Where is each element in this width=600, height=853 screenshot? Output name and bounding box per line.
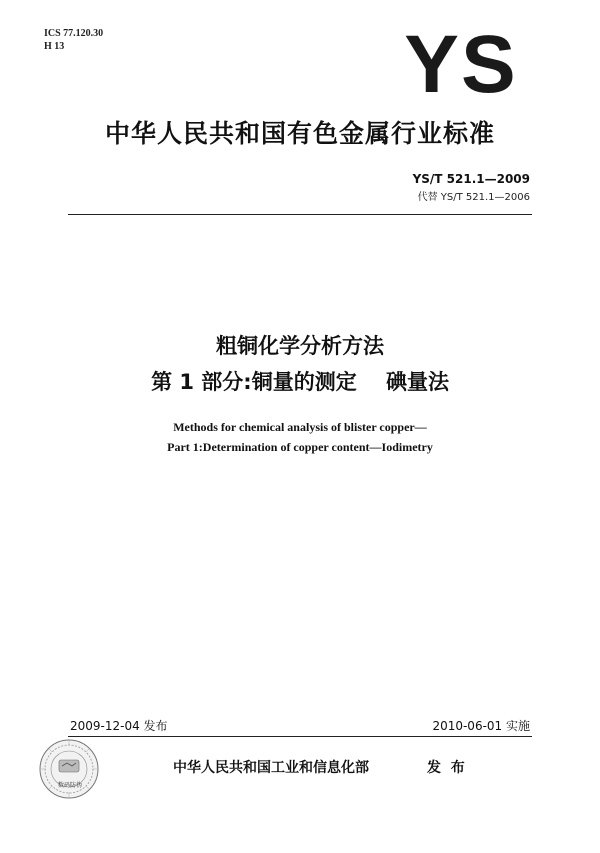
top-divider [68,214,532,215]
seal-label: 数码防伪 [57,782,82,789]
standard-number: YS/T 521.1—2009 [412,172,530,186]
replaced-standard: 代替 YS/T 521.1—2006 [417,192,530,203]
standard-category-title: 中华人民共和国有色金属行业标准 [104,119,495,148]
ys-logo [392,26,530,100]
title-en-line1: Methods for chemical analysis of blister copper— [173,420,427,434]
ccs-code: H 13 [44,41,65,52]
classification-codes [44,27,103,53]
title-cn-line2: 第 1 部分:铜量的测定 碘量法 [151,370,449,394]
implementation-date: 2010-06-01 实施 [432,719,530,733]
ys-logo-text: YS [404,26,518,100]
bottom-divider [68,736,532,737]
title-en-line2: Part 1:Determination of copper content—Iodimetry [167,440,433,454]
publish-label: 发 布 [427,760,465,776]
issue-date: 2009-12-04 发布 [70,719,168,733]
publisher-name: 中华人民共和国工业和信息化部 [173,760,369,776]
ics-code: ICS 77.120.30 [44,28,104,39]
anti-counterfeit-seal [38,738,100,800]
title-cn-line1: 粗铜化学分析方法 [216,334,384,358]
